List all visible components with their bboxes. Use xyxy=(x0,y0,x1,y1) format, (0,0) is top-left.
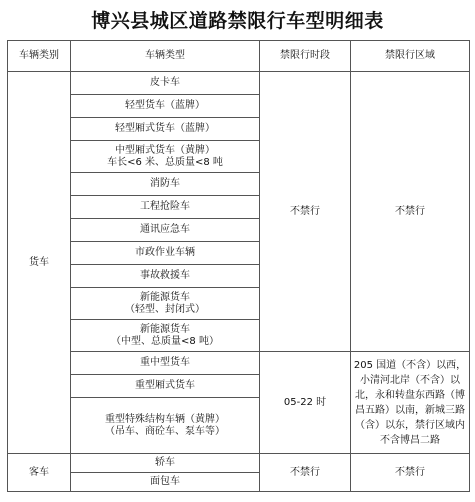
vehicle-type-cell: 皮卡车 xyxy=(71,72,260,95)
vehicle-type-cell: 消防车 xyxy=(71,173,260,196)
vehicle-type-cell: 市政作业车辆 xyxy=(71,242,260,265)
vehicle-type-cell xyxy=(71,141,260,173)
vehicle-type-cell: 重中型货车 xyxy=(71,352,260,375)
vehicle-type-cell: 轻型厢式货车（蓝牌） xyxy=(71,118,260,141)
vehicle-type-line: 中型厢式货车（黄牌） xyxy=(115,144,215,156)
area-cell-passenger: 不禁行 xyxy=(351,454,470,492)
vehicle-type-cell: 通讯应急车 xyxy=(71,219,260,242)
header-vehicle-category: 车辆类别 xyxy=(8,41,71,72)
table-row xyxy=(8,72,470,95)
table-row xyxy=(8,352,470,375)
category-passenger: 客车 xyxy=(8,454,71,492)
vehicle-type-cell: 面包车 xyxy=(71,473,260,492)
vehicle-type-cell: 轻型货车（蓝牌） xyxy=(71,95,260,118)
restriction-table xyxy=(7,40,470,492)
vehicle-type-cell: 事故救援车 xyxy=(71,265,260,288)
vehicle-type-line: 重型特殊结构车辆（黄牌） xyxy=(105,413,225,425)
area-cell-group2: 205 国道（不含）以西，小清河北岸（不含）以北，永和转盘东西路（博昌五路）以南，新城三路（含）以东，禁行区域内不含博昌二路 xyxy=(351,352,470,454)
vehicle-type-line: 车长<6 米、总质量<8 吨 xyxy=(107,156,223,168)
table-header-row xyxy=(8,41,470,72)
vehicle-type-line: （轻型、封闭式） xyxy=(125,303,205,315)
vehicle-type-line: 新能源货车 xyxy=(140,323,190,335)
category-goods: 货车 xyxy=(8,72,71,454)
vehicle-type-line: 新能源货车 xyxy=(140,291,190,303)
vehicle-type-cell: 重型厢式货车 xyxy=(71,375,260,398)
area-cell-group1: 不禁行 xyxy=(351,72,470,352)
time-cell-group1: 不禁行 xyxy=(260,72,351,352)
header-restriction-time: 禁限行时段 xyxy=(260,41,351,72)
header-restriction-area: 禁限行区域 xyxy=(351,41,470,72)
vehicle-type-cell xyxy=(71,288,260,320)
vehicle-type-line: （中型、总质量<8 吨） xyxy=(111,335,219,347)
page-title: 博兴县城区道路禁限行车型明细表 xyxy=(91,10,384,32)
time-cell-passenger: 不禁行 xyxy=(260,454,351,492)
vehicle-type-line: （吊车、商砼车、泵车等） xyxy=(105,425,225,437)
header-vehicle-type: 车辆类型 xyxy=(71,41,260,72)
vehicle-type-cell xyxy=(71,320,260,352)
vehicle-type-cell: 工程抢险车 xyxy=(71,196,260,219)
table-row xyxy=(8,454,470,473)
time-cell-group2: 05-22 时 xyxy=(260,352,351,454)
vehicle-type-cell: 轿车 xyxy=(71,454,260,473)
vehicle-type-cell xyxy=(71,398,260,454)
